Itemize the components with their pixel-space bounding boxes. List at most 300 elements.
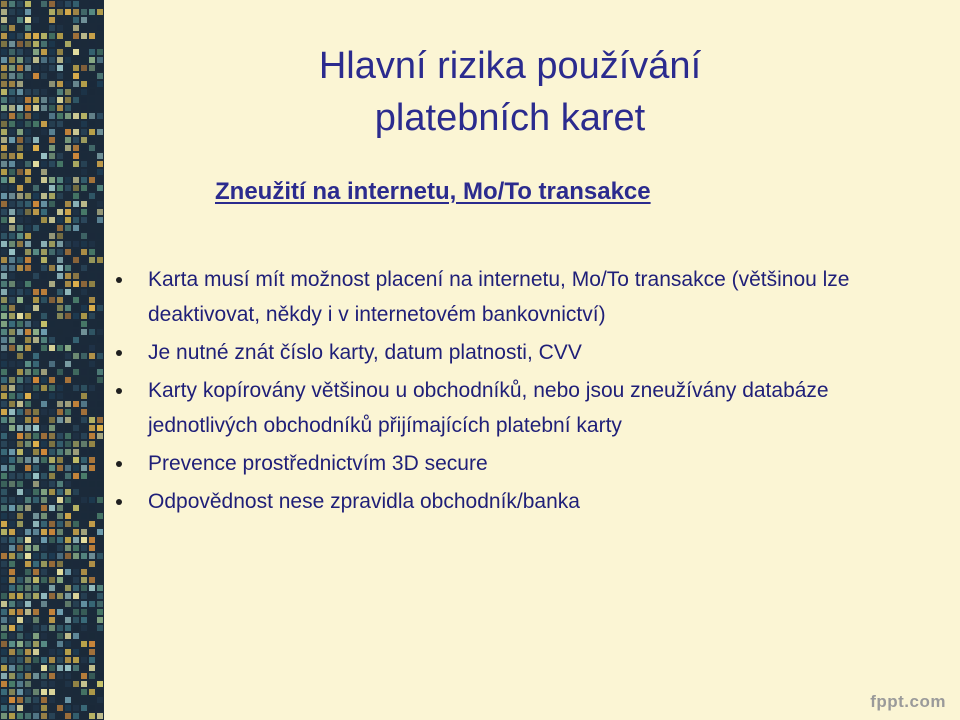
mosaic-tile	[73, 513, 79, 519]
mosaic-tile	[89, 177, 95, 183]
mosaic-tile	[89, 417, 95, 423]
mosaic-tile	[9, 241, 15, 247]
mosaic-tile	[89, 281, 95, 287]
mosaic-tile	[73, 105, 79, 111]
mosaic-tile	[17, 441, 23, 447]
mosaic-tile	[9, 377, 15, 383]
mosaic-tile	[97, 689, 103, 695]
mosaic-tile	[97, 521, 103, 527]
mosaic-tile	[17, 329, 23, 335]
mosaic-tile	[81, 473, 87, 479]
mosaic-tile	[33, 457, 39, 463]
mosaic-tile	[41, 489, 47, 495]
mosaic-tile	[17, 505, 23, 511]
mosaic-tile	[57, 417, 63, 423]
mosaic-tile	[65, 409, 71, 415]
mosaic-tile	[89, 465, 95, 471]
mosaic-tile	[1, 89, 7, 95]
mosaic-tile	[41, 329, 47, 335]
mosaic-tile	[49, 169, 55, 175]
mosaic-tile	[97, 25, 103, 31]
mosaic-tile	[81, 633, 87, 639]
mosaic-tile	[1, 561, 7, 567]
mosaic-tile	[9, 449, 15, 455]
mosaic-tile	[57, 9, 63, 15]
mosaic-tile	[57, 137, 63, 143]
mosaic-tile	[97, 241, 103, 247]
mosaic-tile	[65, 129, 71, 135]
mosaic-tile	[49, 145, 55, 151]
mosaic-tile	[57, 521, 63, 527]
mosaic-tile	[1, 713, 7, 719]
mosaic-tile	[9, 217, 15, 223]
mosaic-tile	[41, 465, 47, 471]
mosaic-tile	[97, 353, 103, 359]
mosaic-tile	[17, 17, 23, 23]
mosaic-tile	[57, 177, 63, 183]
mosaic-tile	[89, 25, 95, 31]
mosaic-tile	[41, 577, 47, 583]
mosaic-tile	[33, 665, 39, 671]
mosaic-tile	[49, 297, 55, 303]
mosaic-tile	[17, 601, 23, 607]
mosaic-tile	[57, 617, 63, 623]
mosaic-tile	[97, 257, 103, 263]
mosaic-tile	[1, 233, 7, 239]
mosaic-tile	[81, 161, 87, 167]
mosaic-tile	[89, 673, 95, 679]
mosaic-tile	[33, 417, 39, 423]
mosaic-tile	[65, 713, 71, 719]
mosaic-tile	[97, 329, 103, 335]
mosaic-tile	[33, 649, 39, 655]
mosaic-tile	[81, 345, 87, 351]
mosaic-tile	[97, 433, 103, 439]
mosaic-tile	[89, 601, 95, 607]
mosaic-tile	[25, 217, 31, 223]
bullet-icon	[116, 388, 122, 394]
mosaic-tile	[33, 201, 39, 207]
mosaic-tile	[97, 473, 103, 479]
mosaic-tile	[65, 161, 71, 167]
mosaic-tile	[97, 281, 103, 287]
mosaic-tile	[1, 657, 7, 663]
mosaic-tile	[49, 289, 55, 295]
mosaic-tile	[17, 425, 23, 431]
mosaic-tile	[97, 265, 103, 271]
mosaic-tile	[65, 481, 71, 487]
mosaic-tile	[33, 113, 39, 119]
mosaic-tile	[1, 537, 7, 543]
mosaic-tile	[9, 273, 15, 279]
mosaic-tile	[81, 121, 87, 127]
mosaic-tile	[97, 513, 103, 519]
mosaic-tile	[81, 673, 87, 679]
mosaic-tile	[65, 633, 71, 639]
mosaic-tile	[25, 521, 31, 527]
mosaic-tile	[81, 313, 87, 319]
mosaic-tile	[1, 529, 7, 535]
mosaic-tile	[65, 665, 71, 671]
mosaic-tile	[17, 593, 23, 599]
mosaic-tile	[1, 361, 7, 367]
mosaic-tile	[1, 129, 7, 135]
mosaic-tile	[89, 161, 95, 167]
mosaic-tile	[65, 97, 71, 103]
mosaic-tile	[89, 513, 95, 519]
mosaic-tile	[17, 153, 23, 159]
mosaic-tile	[89, 537, 95, 543]
mosaic-tile	[97, 393, 103, 399]
mosaic-tile	[25, 441, 31, 447]
mosaic-tile	[49, 449, 55, 455]
mosaic-tile	[73, 297, 79, 303]
mosaic-tile	[81, 497, 87, 503]
mosaic-tile	[9, 625, 15, 631]
bullet-list	[112, 262, 932, 522]
mosaic-tile	[73, 361, 79, 367]
mosaic-tile	[9, 281, 15, 287]
mosaic-tile	[41, 297, 47, 303]
mosaic-tile	[25, 185, 31, 191]
mosaic-tile	[41, 537, 47, 543]
mosaic-tile	[65, 473, 71, 479]
mosaic-tile	[49, 425, 55, 431]
mosaic-tile	[1, 425, 7, 431]
mosaic-tile	[41, 433, 47, 439]
mosaic-tile	[65, 273, 71, 279]
mosaic-tile	[9, 257, 15, 263]
mosaic-tile	[9, 529, 15, 535]
mosaic-tile	[49, 577, 55, 583]
mosaic-tile	[1, 273, 7, 279]
mosaic-tile	[97, 17, 103, 23]
mosaic-tile	[57, 673, 63, 679]
mosaic-tile	[73, 489, 79, 495]
mosaic-tile	[33, 561, 39, 567]
mosaic-tile	[17, 449, 23, 455]
mosaic-tile	[73, 553, 79, 559]
mosaic-tile	[57, 113, 63, 119]
mosaic-tile	[17, 185, 23, 191]
mosaic-tile	[17, 73, 23, 79]
mosaic-tile	[33, 49, 39, 55]
mosaic-tile	[89, 249, 95, 255]
mosaic-tile	[49, 505, 55, 511]
mosaic-tile	[97, 361, 103, 367]
mosaic-tile	[73, 641, 79, 647]
mosaic-tile	[33, 289, 39, 295]
mosaic-tile	[25, 409, 31, 415]
mosaic-tile	[81, 681, 87, 687]
mosaic-tile	[81, 129, 87, 135]
mosaic-tile	[17, 201, 23, 207]
mosaic-tile	[1, 601, 7, 607]
mosaic-tile	[25, 457, 31, 463]
mosaic-tile	[57, 193, 63, 199]
mosaic-tile	[41, 625, 47, 631]
mosaic-tile	[17, 97, 23, 103]
mosaic-tile	[73, 473, 79, 479]
mosaic-tile	[57, 361, 63, 367]
mosaic-tile	[41, 65, 47, 71]
mosaic-tile	[81, 449, 87, 455]
mosaic-tile	[9, 153, 15, 159]
mosaic-tile	[49, 497, 55, 503]
mosaic-tile	[97, 105, 103, 111]
mosaic-tile	[17, 321, 23, 327]
mosaic-tile	[89, 113, 95, 119]
mosaic-tile	[81, 305, 87, 311]
mosaic-tile	[49, 305, 55, 311]
mosaic-tile	[89, 313, 95, 319]
mosaic-tile	[41, 105, 47, 111]
mosaic-tile	[49, 609, 55, 615]
mosaic-tile	[25, 193, 31, 199]
mosaic-tile	[49, 537, 55, 543]
mosaic-tile	[17, 489, 23, 495]
mosaic-tile	[49, 281, 55, 287]
mosaic-tile	[73, 665, 79, 671]
mosaic-tile	[17, 369, 23, 375]
mosaic-tile	[89, 489, 95, 495]
mosaic-tile	[17, 633, 23, 639]
mosaic-tile	[81, 545, 87, 551]
mosaic-tile	[33, 353, 39, 359]
mosaic-tile	[1, 369, 7, 375]
mosaic-tile	[73, 225, 79, 231]
mosaic-tile	[41, 361, 47, 367]
mosaic-tile	[9, 417, 15, 423]
mosaic-tile	[73, 193, 79, 199]
title-line-2: platebních karet	[374, 97, 646, 139]
mosaic-tile	[97, 705, 103, 711]
mosaic-tile	[89, 345, 95, 351]
mosaic-tile	[41, 89, 47, 95]
mosaic-tile	[1, 121, 7, 127]
mosaic-tile	[9, 9, 15, 15]
mosaic-tile	[1, 689, 7, 695]
mosaic-tile	[41, 201, 47, 207]
mosaic-tile	[9, 297, 15, 303]
mosaic-tile	[49, 113, 55, 119]
mosaic-tile	[73, 617, 79, 623]
mosaic-tile	[1, 137, 7, 143]
mosaic-tile	[97, 313, 103, 319]
mosaic-tile	[17, 481, 23, 487]
mosaic-tile	[41, 553, 47, 559]
mosaic-tile	[49, 265, 55, 271]
mosaic-tile	[97, 617, 103, 623]
mosaic-tile	[41, 177, 47, 183]
mosaic-tile	[1, 81, 7, 87]
mosaic-tile	[25, 377, 31, 383]
mosaic-tile	[73, 41, 79, 47]
mosaic-tile	[1, 265, 7, 271]
mosaic-tile	[41, 273, 47, 279]
mosaic-tile	[57, 65, 63, 71]
mosaic-tile	[65, 289, 71, 295]
mosaic-tile	[65, 593, 71, 599]
mosaic-tile	[73, 713, 79, 719]
mosaic-tile	[97, 449, 103, 455]
mosaic-tile	[97, 649, 103, 655]
mosaic-tile	[57, 321, 63, 327]
mosaic-tile	[97, 585, 103, 591]
mosaic-tile	[17, 25, 23, 31]
mosaic-tile	[97, 65, 103, 71]
mosaic-tile	[81, 601, 87, 607]
mosaic-tile	[49, 225, 55, 231]
mosaic-tile	[73, 657, 79, 663]
mosaic-tile	[81, 353, 87, 359]
mosaic-tile	[1, 705, 7, 711]
mosaic-tile	[89, 305, 95, 311]
mosaic-tile	[57, 705, 63, 711]
mosaic-tile	[73, 409, 79, 415]
mosaic-tile	[81, 425, 87, 431]
mosaic-tile	[65, 9, 71, 15]
mosaic-tile	[41, 25, 47, 31]
mosaic-tile	[73, 161, 79, 167]
mosaic-tile	[17, 385, 23, 391]
mosaic-tile	[89, 273, 95, 279]
mosaic-tile	[41, 217, 47, 223]
mosaic-tile	[97, 713, 103, 719]
mosaic-tile	[73, 433, 79, 439]
mosaic-tile	[9, 329, 15, 335]
mosaic-tile	[1, 337, 7, 343]
mosaic-tile	[49, 561, 55, 567]
mosaic-tile	[57, 281, 63, 287]
mosaic-tile	[17, 57, 23, 63]
mosaic-tile	[81, 169, 87, 175]
mosaic-tile	[49, 129, 55, 135]
mosaic-tile	[81, 377, 87, 383]
mosaic-tile	[89, 473, 95, 479]
mosaic-tile	[57, 337, 63, 343]
mosaic-tile	[57, 569, 63, 575]
mosaic-tile	[41, 137, 47, 143]
mosaic-tile	[65, 681, 71, 687]
mosaic-tile	[89, 409, 95, 415]
mosaic-tile	[17, 225, 23, 231]
mosaic-tile	[17, 689, 23, 695]
mosaic-tile	[97, 505, 103, 511]
mosaic-tile	[57, 385, 63, 391]
mosaic-tile	[41, 705, 47, 711]
mosaic-tile	[1, 65, 7, 71]
mosaic-tile	[57, 553, 63, 559]
mosaic-tile	[65, 345, 71, 351]
mosaic-tile	[57, 441, 63, 447]
mosaic-tile	[73, 265, 79, 271]
mosaic-tile	[25, 449, 31, 455]
mosaic-tile	[33, 673, 39, 679]
mosaic-tile	[1, 497, 7, 503]
bullet-item	[112, 484, 932, 519]
mosaic-tile	[33, 129, 39, 135]
mosaic-tile	[41, 505, 47, 511]
mosaic-tile	[33, 545, 39, 551]
mosaic-tile	[1, 577, 7, 583]
mosaic-tile	[49, 273, 55, 279]
mosaic-tile	[97, 569, 103, 575]
mosaic-tile	[57, 489, 63, 495]
mosaic-tile	[33, 153, 39, 159]
mosaic-tile	[73, 185, 79, 191]
mosaic-tile	[41, 265, 47, 271]
mosaic-tile	[81, 329, 87, 335]
mosaic-tile	[81, 465, 87, 471]
mosaic-tile	[81, 385, 87, 391]
mosaic-tile	[81, 561, 87, 567]
bullet-item	[112, 262, 932, 332]
mosaic-tile	[97, 321, 103, 327]
mosaic-tile	[41, 601, 47, 607]
mosaic-tile	[65, 297, 71, 303]
mosaic-tile	[9, 65, 15, 71]
mosaic-tile	[49, 89, 55, 95]
mosaic-tile	[73, 673, 79, 679]
mosaic-tile	[89, 449, 95, 455]
mosaic-tile	[57, 625, 63, 631]
mosaic-tile	[57, 249, 63, 255]
mosaic-tile	[1, 305, 7, 311]
mosaic-tile	[9, 49, 15, 55]
mosaic-tile	[41, 289, 47, 295]
mosaic-tile	[65, 313, 71, 319]
mosaic-tile	[41, 633, 47, 639]
mosaic-tile	[49, 529, 55, 535]
mosaic-tile	[33, 713, 39, 719]
mosaic-tile	[17, 665, 23, 671]
mosaic-tile	[57, 609, 63, 615]
mosaic-tile	[97, 57, 103, 63]
mosaic-tile	[1, 481, 7, 487]
mosaic-tile	[1, 113, 7, 119]
mosaic-tile	[33, 57, 39, 63]
mosaic-tile	[25, 633, 31, 639]
mosaic-tile	[65, 105, 71, 111]
mosaic-tile	[9, 705, 15, 711]
mosaic-tile	[73, 497, 79, 503]
bullet-item	[112, 446, 932, 481]
mosaic-tile	[49, 137, 55, 143]
mosaic-tile	[25, 393, 31, 399]
mosaic-tile	[73, 289, 79, 295]
mosaic-tile	[33, 241, 39, 247]
mosaic-tile	[65, 441, 71, 447]
mosaic-tile	[9, 489, 15, 495]
mosaic-tile	[25, 177, 31, 183]
mosaic-tile	[1, 257, 7, 263]
mosaic-tile	[49, 105, 55, 111]
mosaic-tile	[17, 361, 23, 367]
mosaic-tile	[41, 257, 47, 263]
mosaic-tile	[65, 225, 71, 231]
mosaic-tile	[33, 505, 39, 511]
mosaic-tile	[49, 369, 55, 375]
mosaic-tile	[33, 105, 39, 111]
mosaic-tile	[9, 513, 15, 519]
mosaic-tile	[25, 625, 31, 631]
mosaic-tile	[81, 49, 87, 55]
mosaic-tile	[9, 657, 15, 663]
mosaic-tile	[81, 441, 87, 447]
mosaic-tile	[97, 377, 103, 383]
mosaic-tile	[9, 473, 15, 479]
